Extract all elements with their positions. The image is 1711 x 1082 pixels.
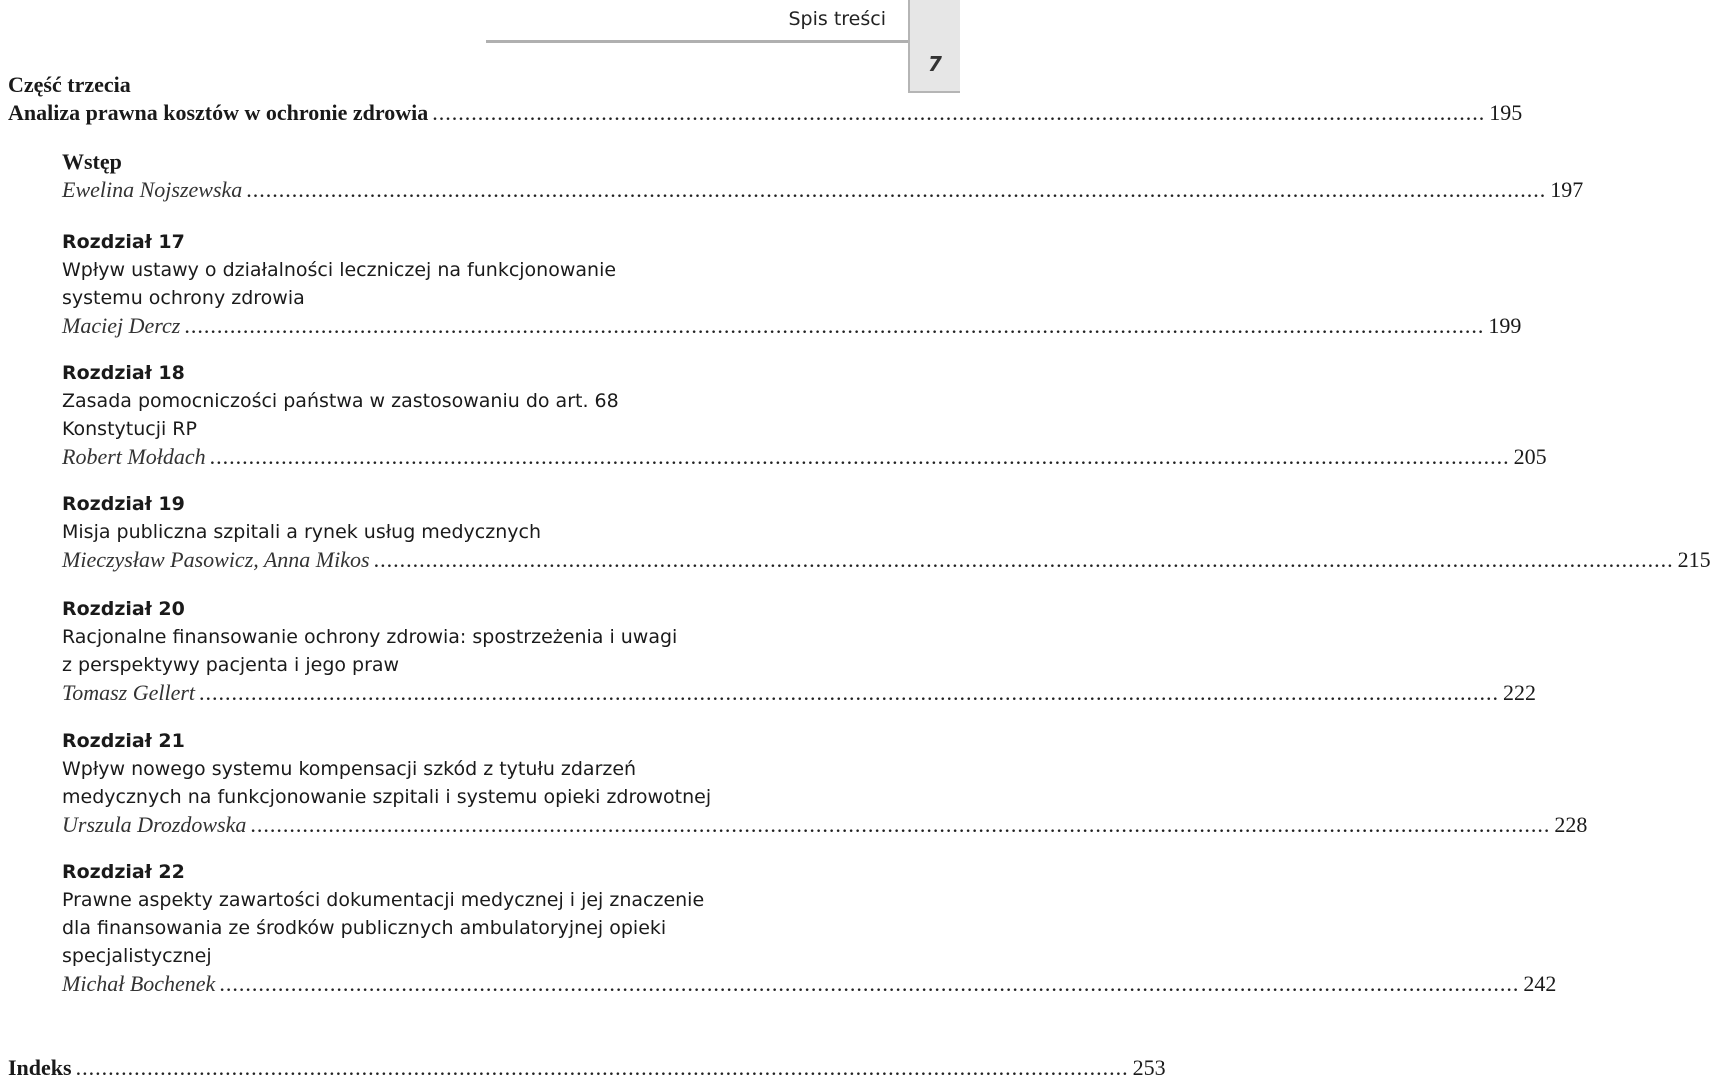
- chapter-author-entry[interactable]: [62, 312, 1522, 340]
- page-ref: 215: [1677, 547, 1711, 572]
- chapter-title-line: Wpływ ustawy o działalności leczniczej na funkcjonowanie: [62, 259, 617, 281]
- index-label: Indeks: [8, 1055, 72, 1080]
- header-section-label: Spis treści: [788, 8, 886, 30]
- chapter-title-line: Racjonalne finansowanie ochrony zdrowia: spostrzeżenia i uwagi: [62, 626, 678, 648]
- chapter-author: Maciej Dercz: [62, 313, 181, 338]
- page-ref: 228: [1554, 812, 1588, 837]
- chapter-title-line: systemu ochrony zdrowia: [62, 287, 305, 309]
- chapter-author: Michał Bochenek: [62, 971, 216, 996]
- chapter-author: Tomasz Gellert: [62, 680, 196, 705]
- dot-leader: ........................................................................................................................................................................................................: [246, 177, 1547, 202]
- dot-leader: ..................................................................................................................................................................: [75, 1055, 1129, 1080]
- page-ref: 197: [1550, 177, 1584, 202]
- dot-leader: ........................................................................................................................................................................................................: [209, 444, 1510, 469]
- chapter-title-line: Wpływ nowego systemu kompensacji szkód z tytułu zdarzeń: [62, 758, 637, 780]
- page-tab: [908, 0, 960, 93]
- page-ref: 222: [1503, 680, 1537, 705]
- chapter-title-line: z perspektywy pacjenta i jego praw: [62, 654, 400, 676]
- chapter-author-entry[interactable]: [62, 546, 1711, 574]
- chapter-label: Rozdział 18: [62, 362, 185, 384]
- dot-leader: ........................................................................................................................................................................................................: [219, 971, 1520, 996]
- chapter-title-line: Prawne aspekty zawartości dokumentacji medycznej i jej znaczenie: [62, 889, 705, 911]
- chapter-title-line: specjalistycznej: [62, 945, 212, 967]
- chapter-author-entry[interactable]: [62, 811, 1588, 839]
- dot-leader: ..................................................................................................................................................................: [432, 100, 1486, 125]
- chapter-label: Wstęp: [62, 149, 122, 174]
- chapter-label: Rozdział 17: [62, 231, 185, 253]
- dot-leader: ........................................................................................................................................................................................................: [373, 547, 1674, 572]
- chapter-title-line: Zasada pomocniczości państwa w zastosowaniu do art. 68: [62, 390, 619, 412]
- chapter-author: Ewelina Nojszewska: [62, 177, 243, 202]
- chapter-label: Rozdział 20: [62, 598, 185, 620]
- chapter-title-line: medycznych na funkcjonowanie szpitali i systemu opieki zdrowotnej: [62, 786, 712, 808]
- chapter-author-entry[interactable]: [62, 679, 1537, 707]
- dot-leader: ........................................................................................................................................................................................................: [184, 313, 1485, 338]
- chapter-author: Urszula Drozdowska: [62, 812, 247, 837]
- chapter-label: Rozdział 19: [62, 493, 185, 515]
- page-ref: 253: [1132, 1055, 1166, 1080]
- chapter-label: Rozdział 22: [62, 861, 185, 883]
- index-entry[interactable]: [8, 1054, 1166, 1082]
- page-ref: 195: [1489, 100, 1523, 125]
- chapter-author-entry[interactable]: [62, 443, 1547, 471]
- page-ref: 199: [1488, 313, 1522, 338]
- chapter-author: Mieczysław Pasowicz, Anna Mikos: [62, 547, 370, 572]
- chapter-author: Robert Mołdach: [62, 444, 206, 469]
- part-title-entry[interactable]: [8, 99, 1523, 127]
- page-number: 7: [928, 52, 942, 76]
- chapter-author-entry[interactable]: [62, 970, 1557, 998]
- part-label: Część trzecia: [8, 72, 131, 97]
- chapter-title-line: dla finansowania ze środków publicznych ambulatoryjnej opieki: [62, 917, 667, 939]
- dot-leader: ........................................................................................................................................................................................................: [199, 680, 1500, 705]
- chapter-author-entry[interactable]: [62, 176, 1584, 204]
- chapter-title-line: Misja publiczna szpitali a rynek usług medycznych: [62, 521, 541, 543]
- chapter-title-line: Konstytucji RP: [62, 418, 197, 440]
- header-rule: [486, 40, 908, 43]
- part-title: Analiza prawna kosztów w ochronie zdrowia: [8, 100, 429, 125]
- page-ref: 205: [1513, 444, 1547, 469]
- chapter-label: Rozdział 21: [62, 730, 185, 752]
- page-ref: 242: [1523, 971, 1557, 996]
- dot-leader: ........................................................................................................................................................................................................: [250, 812, 1551, 837]
